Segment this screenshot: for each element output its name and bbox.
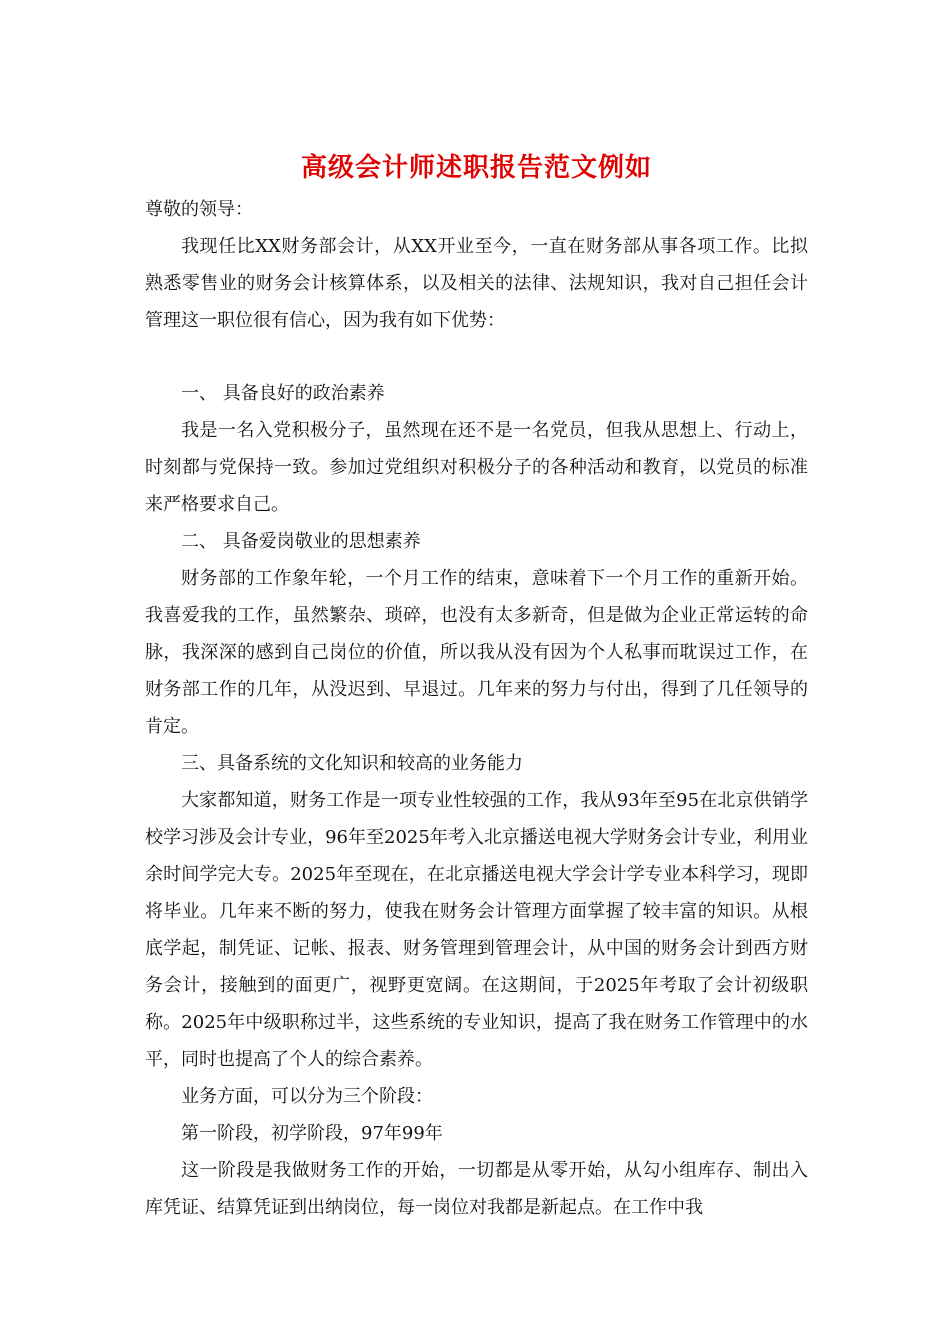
paragraph-knowledge: 大家都知道，财务工作是一项专业性较强的工作，我从93年至95在北京供销学校学习涉及会计专业，96年至2025年考入北京播送电视大学财务会计专业，利用业余时间学完大专。2025年至现在，在北京播送电视大学会计学专业本科学习，现即将毕业。几年来不断的努力，使我在财务会计管理方面掌握了较丰富的知识。从根底学起，制凭证、记帐、报表、财务管理到管理会计，从中国的财务会计到西方财务会计，接触到的面更广，视野更宽阔。在这期间，于2025年考取了会计初级职称。2025年中级职称过半，这些系统的专业知识，提高了我在财务工作管理中的水平，同时也提高了个人的综合素养。 [145,790,808,1070]
paragraph-political: 我是一名入党积极分子，虽然现在还不是一名党员，但我从思想上、行动上，时刻都与党保持一致。参加过党组织对积极分子的各种活动和教育，以党员的标准来严格要求自己。 [145,420,808,515]
section-heading-2: 二、 具备爱岗敬业的思想素养 [181,531,421,552]
blank-line [145,339,808,375]
paragraph-intro: 我现任比XX财务部会计，从XX开业至今，一直在财务部从事各项工作。比拟熟悉零售业的财务会计核算体系，以及相关的法律、法规知识，我对自己担任会计管理这一职位很有信心，因为我有如下优势： [145,236,808,331]
document-title: 高级会计师述职报告范文例如 [300,153,652,183]
section-heading-3: 三、具备系统的文化知识和较高的业务能力 [181,753,523,774]
paragraph-stage-one: 这一阶段是我做财务工作的开始，一切都是从零开始，从勾小组库存、制出入库凭证、结算凭证到出纳岗位，每一岗位对我都是新起点。在工作中我 [145,1160,808,1218]
paragraph-dedication: 财务部的工作象年轮，一个月工作的结束，意味着下一个月工作的重新开始。我喜爱我的工作，虽然繁杂、琐碎，也没有太多新奇，但是做为企业正常运转的命脉，我深深的感到自己岗位的价值，所以我从没有因为个人私事而耽误过工作，在财务部工作的几年，从没迟到、早退过。几年来的努力与付出，得到了几任领导的肯定。 [145,568,808,737]
salutation: 尊敬的领导： [145,199,253,220]
paragraph-business-stages: 业务方面，可以分为三个阶段： [181,1086,433,1107]
paragraph-stage-one-heading: 第一阶段，初学阶段，97年99年 [181,1123,443,1144]
section-heading-1: 一、 具备良好的政治素养 [181,383,385,404]
